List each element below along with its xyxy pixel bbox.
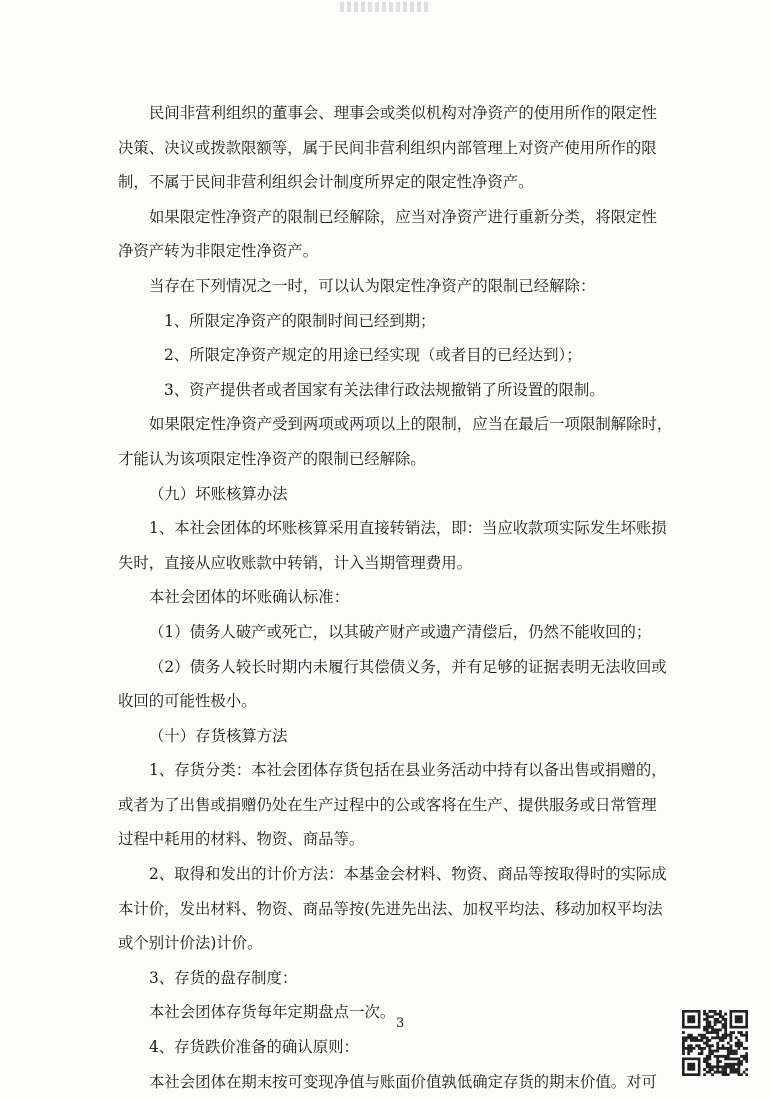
text-line: 净资产转为非限定性净资产。	[118, 242, 319, 261]
text-line: 决策、决议或拨款限额等，属于民间非营利组织内部管理上对资产使用所作的限	[118, 138, 657, 157]
page-number: 3	[396, 1016, 405, 1031]
text-line: 才能认为该项限定性净资产的限制已经解除。	[118, 449, 426, 468]
text-line: 过程中耗用的材料、物资、商品等。	[118, 830, 365, 849]
list-item: 3、资产提供者或者国家有关法律行政法规撤销了所设置的限制。	[164, 380, 605, 399]
section-heading: （九）坏账核算办法	[149, 484, 288, 503]
list-item: （2）债务人较长时期内未履行其偿债义务，并有足够的证据表明无法收回或	[149, 657, 667, 676]
list-item: （1）债务人破产或死亡，以其破产财产或遗产清偿后，仍然不能收回的；	[149, 622, 652, 641]
scan-mark	[340, 2, 430, 12]
text-line: 收回的可能性极小。	[118, 692, 257, 711]
text-line: 如果限定性净资产的限制已经解除，应当对净资产进行重新分类，将限定性	[149, 207, 657, 226]
section-heading: （十）存货核算方法	[149, 726, 288, 745]
text-line: 失时，直接从应收账款中转销，计入当期管理费用。	[118, 553, 472, 572]
qr-code-icon	[682, 1010, 748, 1076]
list-item: 1、所限定净资产的限制时间已经到期；	[164, 311, 436, 330]
text-line: 本社会团体的坏账确认标准：	[149, 588, 350, 607]
text-line: 3、存货的盘存制度：	[149, 968, 298, 987]
text-line: 1、存货分类：本社会团体存货包括在县业务活动中持有以备出售或捐赠的，	[149, 761, 667, 780]
list-item: 2、所限定净资产规定的用途已经实现（或者目的已经达到）；	[164, 346, 582, 365]
text-line: 民间非营利组织的董事会、理事会或类似机构对净资产的使用所作的限定性	[149, 104, 657, 122]
text-line: 4、存货跌价准备的确认原则：	[149, 1038, 359, 1057]
text-line: 或个别计价法)计价。	[118, 934, 263, 953]
text-line: 或者为了出售或捐赠仍处在生产过程中的公或客将在生产、提供服务或日常管理	[118, 795, 657, 814]
text-line: 如果限定性净资产受到两项或两项以上的限制，应当在最后一项限制解除时，	[149, 415, 673, 434]
text-line: 当存在下列情况之一时，可以认为限定性净资产的限制已经解除：	[149, 276, 596, 295]
text-line: 2、取得和发出的计价方法：本基金会材料、物资、商品等按取得时的实际成	[149, 865, 667, 884]
text-line: 本计价，发出材料、物资、商品等按(先进先出法、加权平均法、移动加权平均法	[118, 899, 663, 918]
text-line: 本社会团体在期末按可变现净值与账面价值孰低确定存货的期末价值。对可	[149, 1072, 657, 1091]
text-line: 本社会团体存货每年定期盘点一次。	[149, 1003, 396, 1022]
text-line: 制，不属于民间非营利组织会计制度所界定的限定性净资产。	[118, 173, 534, 192]
body-text	[118, 96, 708, 1099]
text-line: 1、本社会团体的坏账核算采用直接转销法，即：当应收款项实际发生坏账损	[149, 519, 667, 538]
